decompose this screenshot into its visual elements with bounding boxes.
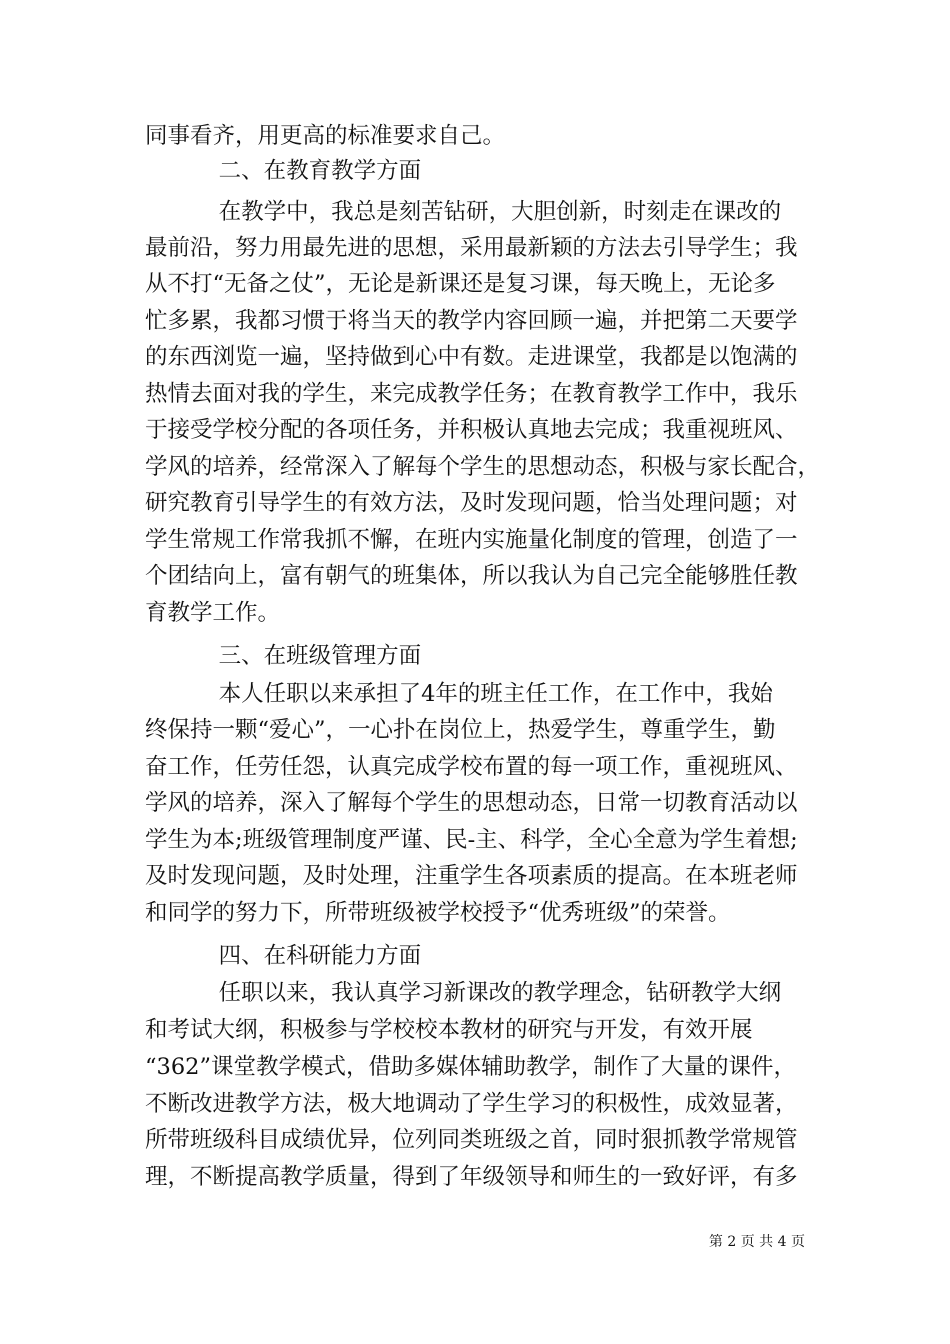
text-line: 同事看齐，用更高的标准要求自己。: [145, 123, 506, 149]
text-line: 本人任职以来承担了4年的班主任工作，在工作中，我始: [190, 681, 773, 707]
text-line: 于接受学校分配的各项任务，并积极认真地去完成；我重视班风、: [145, 417, 798, 443]
text-line: 从不打“无备之仗”，无论是新课还是复习课，每天晚上，无论多: [145, 271, 776, 297]
text-line: 理，不断提高教学质量，得到了年级领导和师生的一致好评，有多: [145, 1164, 798, 1190]
text-line: 学风的培养，经常深入了解每个学生的思想动态，积极与家长配合，: [145, 454, 821, 480]
section-heading: 二、在教育教学方面: [190, 158, 422, 184]
text-line: 研究教育引导学生的有效方法，及时发现问题，恰当处理问题；对: [145, 490, 798, 516]
text-line: 育教学工作。: [145, 600, 281, 626]
text-line: 忙多累，我都习惯于将当天的教学内容回顾一遍，并把第二天要学: [145, 308, 798, 334]
text-line: 学生常规工作常我抓不懈，在班内实施量化制度的管理，创造了一: [145, 527, 798, 553]
text-line: 学生为本;班级管理制度严谨、民-主、科学，全心全意为学生着想;: [145, 827, 798, 853]
page-number: 第 2 页 共 4 页: [708, 1234, 805, 1250]
section-heading: 三、在班级管理方面: [190, 643, 422, 669]
section-heading: 四、在科研能力方面: [190, 943, 422, 969]
text-line: “362”课堂教学模式，借助多媒体辅助教学，制作了大量的课件，: [145, 1054, 796, 1080]
text-line: 不断改进教学方法，极大地调动了学生学习的积极性，成效显著，: [145, 1091, 798, 1117]
text-line: 热情去面对我的学生，来完成教学任务；在教育教学工作中，我乐: [145, 381, 798, 407]
text-line: 所带班级科目成绩优异，位列同类班级之首，同时狠抓教学常规管: [145, 1127, 798, 1153]
text-line: 个团结向上，富有朝气的班集体，所以我认为自己完全能够胜任教: [145, 563, 798, 589]
text-line: 和同学的努力下，所带班级被学校授予“优秀班级”的荣誉。: [145, 900, 731, 926]
text-line: 及时发现问题，及时处理，注重学生各项素质的提高。在本班老师: [145, 863, 798, 889]
text-line: 和考试大纲，积极参与学校校本教材的研究与开发，有效开展: [145, 1017, 753, 1043]
text-line: 最前沿，努力用最先进的思想，采用最新颖的方法去引导学生；我: [145, 235, 798, 261]
text-line: 奋工作，任劳任怨，认真完成学校布置的每一项工作，重视班风、: [145, 754, 798, 780]
text-line: 学风的培养，深入了解每个学生的思想动态，日常一切教育活动以: [145, 790, 798, 816]
text-line: 的东西浏览一遍，坚持做到心中有数。走进课堂，我都是以饱满的: [145, 344, 798, 370]
text-line: 任职以来，我认真学习新课改的教学理念，钻研教学大纲: [190, 980, 782, 1006]
text-line: 在教学中，我总是刻苦钻研，大胆创新，时刻走在课改的: [190, 199, 782, 225]
text-line: 终保持一颗“爱心”，一心扑在岗位上，热爱学生，尊重学生，勤: [145, 717, 776, 743]
